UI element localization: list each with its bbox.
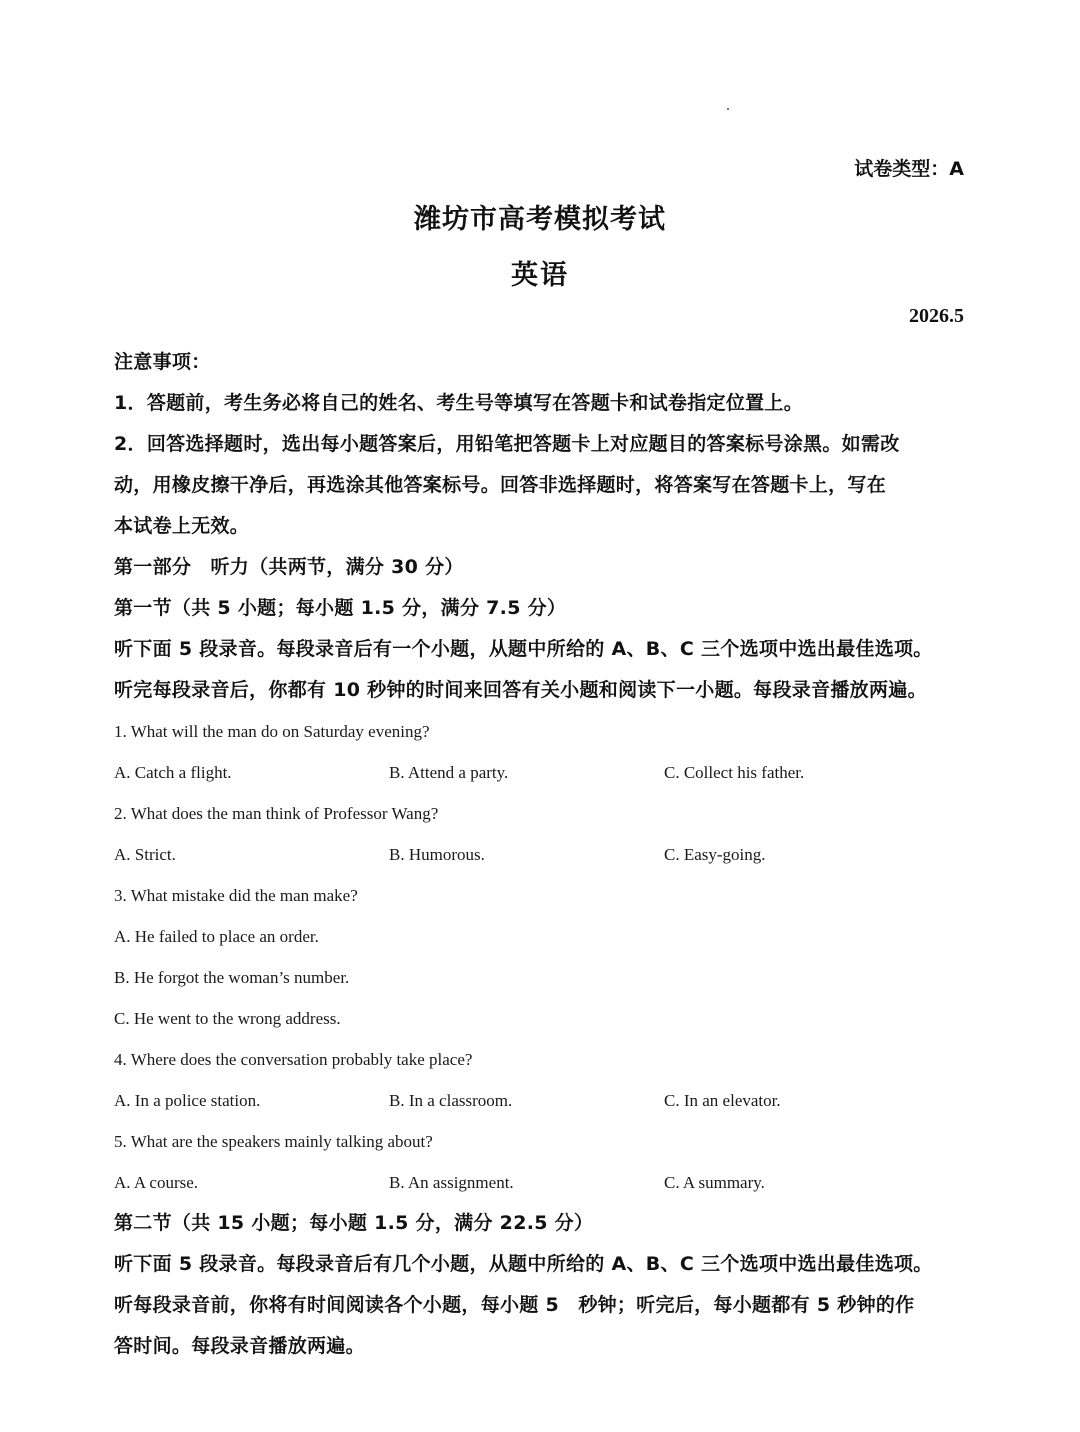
notice-item-2-line-2: 动，用橡皮擦干净后，再选涂其他答案标号。回答非选择题时，将答案写在答题卡上，写在 — [114, 474, 887, 496]
notice-heading: 注意事项： — [114, 351, 211, 373]
exam-title: 潍坊市高考模拟考试 — [414, 204, 666, 235]
subject-title: 英语 — [511, 260, 569, 291]
question-2-option-b: B. Humorous. — [389, 845, 485, 864]
question-1-option-c: C. Collect his father. — [664, 763, 805, 782]
section2-instruction-line-2: 听每段录音前，你将有时间阅读各个小题，每小题 5 秒钟；听完后，每小题都有 5 秒钟的作 — [114, 1294, 915, 1316]
question-1-option-b: B. Attend a party. — [389, 763, 509, 782]
notice-item-2-line-3: 本试卷上无效。 — [114, 515, 250, 537]
scan-speck — [727, 108, 729, 110]
notice-item-2-line-1: 2．回答选择题时，选出每小题答案后，用铅笔把答题卡上对应题目的答案标号涂黑。如需改 — [114, 433, 900, 455]
exam-content — [114, 342, 970, 1367]
section2-instruction-line-3: 答时间。每段录音播放两遍。 — [114, 1335, 365, 1357]
question-3: 3. What mistake did the man make? — [114, 886, 358, 905]
question-2-option-a: A. Strict. — [114, 845, 176, 864]
question-4-option-b: B. In a classroom. — [389, 1091, 513, 1110]
question-4-option-a: A. In a police station. — [114, 1091, 261, 1110]
question-1-option-a: A. Catch a flight. — [114, 763, 232, 782]
question-1: 1. What will the man do on Saturday evening? — [114, 722, 430, 741]
part1-heading: 第一部分 听力（共两节，满分 30 分） — [114, 556, 464, 578]
section1-instruction-line-1: 听下面 5 段录音。每段录音后有一个小题，从题中所给的 A、B、C 三个选项中选出最佳选项。 — [114, 638, 933, 660]
section1-instruction-line-2: 听完每段录音后，你都有 10 秒钟的时间来回答有关小题和阅读下一小题。每段录音播放两遍。 — [114, 679, 927, 701]
section2-instruction-line-1: 听下面 5 段录音。每段录音后有几个小题，从题中所给的 A、B、C 三个选项中选出最佳选项。 — [114, 1253, 933, 1275]
question-4-options — [114, 1080, 970, 1121]
question-2-options — [114, 834, 970, 875]
question-5-option-b: B. An assignment. — [389, 1173, 514, 1192]
section2-heading: 第二节（共 15 小题；每小题 1.5 分，满分 22.5 分） — [114, 1212, 594, 1234]
section1-heading: 第一节（共 5 小题；每小题 1.5 分，满分 7.5 分） — [114, 597, 567, 619]
question-3-option-a: A. He failed to place an order. — [114, 927, 319, 946]
question-4-option-c: C. In an elevator. — [664, 1091, 781, 1110]
question-2: 2. What does the man think of Professor Wang? — [114, 804, 439, 823]
question-3-option-c: C. He went to the wrong address. — [114, 1009, 341, 1028]
notice-item-1: 1．答题前，考生务必将自己的姓名、考生号等填写在答题卡和试卷指定位置上。 — [114, 392, 804, 414]
question-2-option-c: C. Easy-going. — [664, 845, 766, 864]
question-3-option-b: B. He forgot the woman’s number. — [114, 968, 350, 987]
question-4: 4. Where does the conversation probably take place? — [114, 1050, 473, 1069]
question-5-option-a: A. A course. — [114, 1173, 199, 1192]
question-1-options — [114, 752, 970, 793]
question-5: 5. What are the speakers mainly talking about? — [114, 1132, 433, 1151]
question-5-options — [114, 1162, 970, 1203]
paper-type-label: 试卷类型：A — [854, 158, 964, 180]
question-5-option-c: C. A summary. — [664, 1173, 765, 1192]
exam-date: 2026.5 — [909, 305, 964, 327]
